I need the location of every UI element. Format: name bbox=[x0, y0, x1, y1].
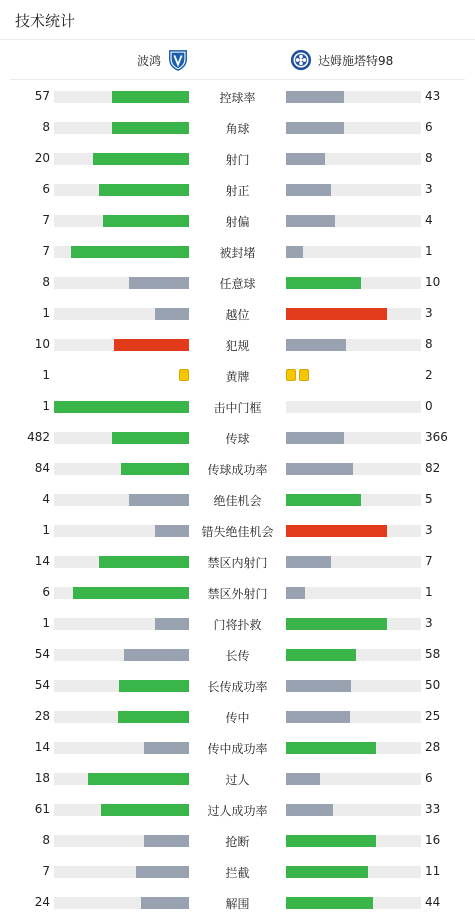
away-value: 1 bbox=[425, 244, 433, 258]
away-bar-fill bbox=[286, 866, 368, 878]
home-value: 7 bbox=[42, 864, 50, 878]
stat-row bbox=[0, 825, 475, 856]
home-bar-track bbox=[54, 339, 189, 351]
away-bar-track bbox=[286, 680, 421, 692]
stat-row bbox=[0, 515, 475, 546]
stat-label: 黄牌 bbox=[225, 370, 250, 384]
home-value: 7 bbox=[42, 244, 50, 258]
away-bar-track bbox=[286, 556, 421, 568]
home-bar-track bbox=[54, 587, 189, 599]
away-team-logo-icon bbox=[290, 49, 312, 71]
home-bar-fill bbox=[129, 494, 189, 506]
home-value: 10 bbox=[34, 337, 50, 351]
home-bar-track bbox=[54, 711, 189, 723]
away-value: 6 bbox=[425, 120, 433, 134]
home-bar-fill bbox=[112, 91, 189, 103]
stat-row bbox=[0, 887, 475, 918]
away-team[interactable] bbox=[290, 40, 393, 80]
away-bar-fill bbox=[286, 835, 376, 847]
away-team-name: 达姆施塔特98 bbox=[318, 53, 394, 68]
stat-label: 拦截 bbox=[225, 866, 250, 880]
home-value: 14 bbox=[34, 740, 50, 754]
home-value: 20 bbox=[34, 151, 50, 165]
away-bar-track bbox=[286, 587, 421, 599]
away-bar-track bbox=[286, 122, 421, 134]
away-bar-track bbox=[286, 153, 421, 165]
away-bar-track bbox=[286, 432, 421, 444]
stat-row bbox=[0, 732, 475, 763]
away-cards bbox=[286, 369, 309, 381]
home-bar-track bbox=[54, 401, 189, 413]
away-bar-track bbox=[286, 711, 421, 723]
stat-label: 犯规 bbox=[225, 339, 250, 353]
home-value: 6 bbox=[42, 182, 50, 196]
home-value: 8 bbox=[42, 833, 50, 847]
home-bar-fill bbox=[155, 308, 189, 320]
home-cards bbox=[179, 369, 189, 381]
away-bar-fill bbox=[286, 339, 346, 351]
home-value: 1 bbox=[42, 616, 50, 630]
away-value: 11 bbox=[425, 864, 441, 878]
away-value: 33 bbox=[425, 802, 441, 816]
home-bar-track bbox=[54, 432, 189, 444]
home-bar-track bbox=[54, 649, 189, 661]
home-bar-fill bbox=[119, 680, 189, 692]
away-bar-fill bbox=[286, 122, 344, 134]
away-bar-track bbox=[286, 649, 421, 661]
away-bar-track bbox=[286, 339, 421, 351]
home-bar-fill bbox=[136, 866, 189, 878]
away-value: 3 bbox=[425, 523, 433, 537]
away-bar-fill bbox=[286, 463, 353, 475]
home-bar-track bbox=[54, 866, 189, 878]
stat-label: 长传成功率 bbox=[207, 680, 268, 694]
stat-row bbox=[0, 112, 475, 143]
home-bar-fill bbox=[144, 835, 189, 847]
away-bar-track bbox=[286, 215, 421, 227]
away-bar-track bbox=[286, 897, 421, 909]
home-value: 7 bbox=[42, 213, 50, 227]
away-value: 1 bbox=[425, 585, 433, 599]
home-value: 8 bbox=[42, 275, 50, 289]
away-bar-track bbox=[286, 91, 421, 103]
home-value: 54 bbox=[34, 647, 50, 661]
home-bar-track bbox=[54, 91, 189, 103]
away-bar-fill bbox=[286, 494, 361, 506]
away-value: 58 bbox=[425, 647, 441, 661]
stat-row bbox=[0, 329, 475, 360]
home-bar-track bbox=[54, 525, 189, 537]
stat-row bbox=[0, 763, 475, 794]
home-bar-fill bbox=[118, 711, 189, 723]
home-bar-fill bbox=[71, 246, 189, 258]
home-value: 1 bbox=[42, 523, 50, 537]
home-value: 28 bbox=[34, 709, 50, 723]
away-value: 8 bbox=[425, 151, 433, 165]
away-bar-track bbox=[286, 494, 421, 506]
away-bar-track bbox=[286, 835, 421, 847]
home-bar-track bbox=[54, 897, 189, 909]
away-value: 4 bbox=[425, 213, 433, 227]
home-bar-track bbox=[54, 835, 189, 847]
home-value: 8 bbox=[42, 120, 50, 134]
home-value: 18 bbox=[34, 771, 50, 785]
home-bar-track bbox=[54, 122, 189, 134]
away-bar-fill bbox=[286, 215, 335, 227]
stat-label: 传中成功率 bbox=[207, 742, 268, 756]
away-value: 8 bbox=[425, 337, 433, 351]
home-value: 61 bbox=[34, 802, 50, 816]
away-value: 43 bbox=[425, 89, 441, 103]
home-value: 1 bbox=[42, 306, 50, 320]
away-bar-fill bbox=[286, 680, 351, 692]
stat-row bbox=[0, 422, 475, 453]
away-bar-fill bbox=[286, 277, 361, 289]
home-bar-fill bbox=[99, 184, 189, 196]
away-bar-track bbox=[286, 308, 421, 320]
away-bar-track bbox=[286, 463, 421, 475]
home-bar-fill bbox=[141, 897, 189, 909]
away-value: 3 bbox=[425, 306, 433, 320]
away-value: 44 bbox=[425, 895, 441, 909]
away-value: 25 bbox=[425, 709, 441, 723]
home-value: 84 bbox=[34, 461, 50, 475]
home-bar-fill bbox=[99, 556, 189, 568]
away-value: 50 bbox=[425, 678, 441, 692]
yellow-card-icon bbox=[299, 369, 309, 381]
stat-label: 门将扑救 bbox=[213, 618, 262, 632]
away-value: 0 bbox=[425, 399, 433, 413]
home-bar-fill bbox=[103, 215, 189, 227]
away-bar-fill bbox=[286, 897, 373, 909]
away-bar-fill bbox=[286, 742, 376, 754]
away-bar-fill bbox=[286, 804, 333, 816]
yellow-card-icon bbox=[286, 369, 296, 381]
home-bar-track bbox=[54, 277, 189, 289]
stat-row bbox=[0, 670, 475, 701]
stat-label: 解围 bbox=[225, 897, 250, 911]
home-bar-fill bbox=[144, 742, 189, 754]
away-bar-fill bbox=[286, 773, 320, 785]
away-value: 3 bbox=[425, 182, 433, 196]
home-bar-fill bbox=[112, 432, 189, 444]
home-bar-fill bbox=[54, 401, 189, 413]
stat-row bbox=[0, 143, 475, 174]
home-bar-track bbox=[54, 308, 189, 320]
away-value: 7 bbox=[425, 554, 433, 568]
stat-label: 抢断 bbox=[225, 835, 250, 849]
away-bar-track bbox=[286, 525, 421, 537]
away-value: 2 bbox=[425, 368, 433, 382]
stat-label: 射偏 bbox=[225, 215, 250, 229]
away-bar-track bbox=[286, 804, 421, 816]
away-bar-fill bbox=[286, 246, 303, 258]
home-bar-track bbox=[54, 618, 189, 630]
home-value: 57 bbox=[34, 89, 50, 103]
stat-label: 击中门框 bbox=[213, 401, 262, 415]
stat-row bbox=[0, 608, 475, 639]
stat-row bbox=[0, 267, 475, 298]
stat-row bbox=[0, 174, 475, 205]
away-bar-fill bbox=[286, 525, 387, 537]
title-bar bbox=[0, 0, 475, 40]
home-bar-fill bbox=[124, 649, 189, 661]
away-value: 10 bbox=[425, 275, 441, 289]
home-value: 6 bbox=[42, 585, 50, 599]
stat-row bbox=[0, 360, 475, 391]
home-bar-track bbox=[54, 463, 189, 475]
stat-label: 传中 bbox=[225, 711, 250, 725]
home-bar-fill bbox=[112, 122, 189, 134]
away-bar-track bbox=[286, 401, 421, 413]
away-bar-track bbox=[286, 618, 421, 630]
home-bar-track bbox=[54, 494, 189, 506]
away-value: 82 bbox=[425, 461, 441, 475]
stat-row bbox=[0, 391, 475, 422]
away-bar-track bbox=[286, 184, 421, 196]
stat-label: 被封堵 bbox=[219, 246, 256, 260]
home-bar-track bbox=[54, 556, 189, 568]
away-bar-track bbox=[286, 773, 421, 785]
teams-header bbox=[10, 40, 465, 80]
home-bar-fill bbox=[101, 804, 189, 816]
home-bar-fill bbox=[121, 463, 189, 475]
away-bar-track bbox=[286, 277, 421, 289]
home-value: 54 bbox=[34, 678, 50, 692]
stat-label: 控球率 bbox=[219, 91, 256, 105]
stat-row bbox=[0, 794, 475, 825]
away-bar-fill bbox=[286, 556, 331, 568]
stat-row bbox=[0, 484, 475, 515]
stat-label: 越位 bbox=[225, 308, 250, 322]
home-value: 14 bbox=[34, 554, 50, 568]
stat-label: 禁区内射门 bbox=[207, 556, 268, 570]
stat-label: 任意球 bbox=[219, 277, 256, 291]
stat-row bbox=[0, 546, 475, 577]
stat-row bbox=[0, 701, 475, 732]
home-bar-track bbox=[54, 153, 189, 165]
home-bar-fill bbox=[155, 525, 189, 537]
home-bar-track bbox=[54, 680, 189, 692]
away-bar-fill bbox=[286, 618, 387, 630]
away-value: 5 bbox=[425, 492, 433, 506]
stat-label: 错失绝佳机会 bbox=[201, 525, 274, 539]
stat-label: 过人 bbox=[225, 773, 250, 787]
stat-label: 过人成功率 bbox=[207, 804, 268, 818]
home-bar-track bbox=[54, 804, 189, 816]
home-team-logo-icon bbox=[167, 49, 189, 71]
home-bar-track bbox=[54, 215, 189, 227]
away-value: 366 bbox=[425, 430, 448, 444]
stat-label: 角球 bbox=[225, 122, 250, 136]
away-bar-fill bbox=[286, 184, 331, 196]
away-bar-track bbox=[286, 742, 421, 754]
home-bar-track bbox=[54, 742, 189, 754]
stat-label: 传球 bbox=[225, 432, 250, 446]
home-bar-fill bbox=[155, 618, 189, 630]
home-bar-track bbox=[54, 184, 189, 196]
home-value: 1 bbox=[42, 368, 50, 382]
home-bar-fill bbox=[88, 773, 189, 785]
away-bar-fill bbox=[286, 432, 344, 444]
away-bar-fill bbox=[286, 587, 305, 599]
stat-label: 传球成功率 bbox=[207, 463, 268, 477]
away-bar-fill bbox=[286, 153, 325, 165]
home-value: 1 bbox=[42, 399, 50, 413]
stat-row bbox=[0, 298, 475, 329]
stat-label: 长传 bbox=[225, 649, 250, 663]
stat-row bbox=[0, 236, 475, 267]
stat-label: 绝佳机会 bbox=[213, 494, 262, 508]
away-bar-fill bbox=[286, 711, 350, 723]
stat-row bbox=[0, 639, 475, 670]
home-team[interactable] bbox=[137, 40, 189, 80]
home-bar-fill bbox=[114, 339, 189, 351]
home-value: 4 bbox=[42, 492, 50, 506]
page-title: 技术统计 bbox=[15, 12, 76, 30]
away-bar-track bbox=[286, 246, 421, 258]
away-value: 16 bbox=[425, 833, 441, 847]
home-bar-fill bbox=[129, 277, 189, 289]
stat-row bbox=[0, 856, 475, 887]
stat-label: 射门 bbox=[225, 153, 250, 167]
away-value: 3 bbox=[425, 616, 433, 630]
home-bar-track bbox=[54, 246, 189, 258]
stat-row bbox=[0, 81, 475, 112]
away-bar-fill bbox=[286, 649, 356, 661]
stat-row bbox=[0, 577, 475, 608]
home-bar-track bbox=[54, 773, 189, 785]
stat-label: 禁区外射门 bbox=[207, 587, 268, 601]
stat-label: 射正 bbox=[225, 184, 250, 198]
yellow-card-icon bbox=[179, 369, 189, 381]
home-value: 482 bbox=[27, 430, 50, 444]
away-bar-track bbox=[286, 866, 421, 878]
stat-row bbox=[0, 205, 475, 236]
away-bar-fill bbox=[286, 91, 344, 103]
away-bar-fill bbox=[286, 308, 387, 320]
home-bar-fill bbox=[73, 587, 189, 599]
home-bar-fill bbox=[93, 153, 189, 165]
away-value: 6 bbox=[425, 771, 433, 785]
home-value: 24 bbox=[34, 895, 50, 909]
stat-row bbox=[0, 453, 475, 484]
away-value: 28 bbox=[425, 740, 441, 754]
home-team-name: 波鸿 bbox=[136, 53, 161, 68]
